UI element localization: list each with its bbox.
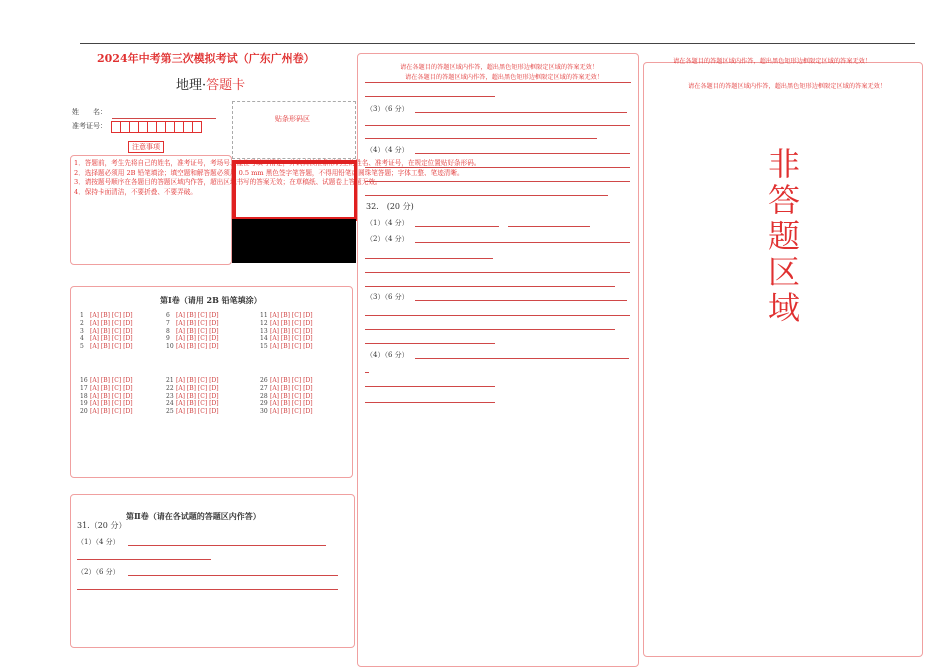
- missing-marker-box: [232, 160, 358, 221]
- section2-title: 第Ⅱ卷（请在各试题的答题区内作答）: [126, 511, 261, 521]
- q31-1-line[interactable]: [128, 545, 326, 546]
- q31-1-label: （1）（4 分）: [77, 538, 120, 546]
- question-number: 30: [260, 408, 268, 416]
- question-number: 27: [260, 384, 268, 392]
- subject-label: 地理·: [176, 78, 207, 93]
- choice-row[interactable]: [80, 408, 133, 416]
- notice-badge: [128, 141, 164, 153]
- question-number: 25: [166, 408, 174, 416]
- choice-options[interactable]: [A] [B] [C] [D]: [176, 377, 219, 384]
- q31-1-line[interactable]: [77, 559, 211, 560]
- question-number: 18: [80, 392, 88, 400]
- choice-options[interactable]: [A] [B] [C] [D]: [270, 377, 313, 384]
- choice-options[interactable]: [A] [B] [C] [D]: [176, 392, 219, 400]
- non-answer-char: 答: [767, 181, 800, 219]
- question-number: 24: [166, 400, 174, 408]
- question-number: 6: [166, 312, 170, 319]
- q32-1-line[interactable]: [415, 226, 499, 227]
- choice-options[interactable]: [A] [B] [C] [D]: [176, 327, 219, 335]
- notice-line: 3．请按题号顺序在各题目的答题区域内作答，超出区域书写的答案无效；在草稿纸、试题卷上答题无效。: [74, 178, 382, 187]
- choice-row[interactable]: [166, 335, 219, 343]
- id-label: 准考证号：: [72, 122, 107, 130]
- question-number: 26: [260, 377, 268, 384]
- notice-line: 2．选择题必须用 2B 铅笔填涂；填空题和解答题必须用 0.5 mm 黑色签字笔答题，不得用铅笔或圆珠笔答题；字体工整、笔迹清晰。: [74, 168, 464, 177]
- barcode-area: [232, 101, 356, 159]
- q32-3-line[interactable]: [365, 343, 495, 344]
- choice-row[interactable]: [260, 408, 313, 416]
- question-number: 22: [166, 384, 174, 392]
- q32-label: 32. (20 分): [366, 202, 414, 211]
- choice-options[interactable]: [A] [B] [C] [D]: [176, 335, 219, 343]
- question-number: 5: [80, 343, 84, 351]
- notice-label: 注意事项: [132, 143, 160, 151]
- absent-mark-area: [232, 219, 356, 263]
- q32-2-line[interactable]: [365, 272, 630, 273]
- choice-row[interactable]: [80, 343, 133, 351]
- question-number: 8: [166, 327, 170, 335]
- name-label: 姓 名：: [72, 108, 107, 116]
- right-warning: 请在各题目的答题区域内作答，超出黑色矩形边框限定区域的答案无效！: [688, 83, 886, 90]
- middle-warning: 请在各题目的答题区域内作答，超出黑色矩形边框限定区域的答案无效！: [400, 64, 598, 71]
- choice-options[interactable]: [A] [B] [C] [D]: [90, 377, 133, 384]
- exam-title: 2024年中考第三次模拟考试（广东广州卷）: [97, 52, 315, 65]
- choice-row[interactable]: [260, 335, 313, 343]
- choice-row[interactable]: [80, 393, 133, 401]
- q32-2-line[interactable]: [365, 258, 493, 259]
- q31-4-line[interactable]: [415, 153, 630, 154]
- choice-row[interactable]: [80, 335, 133, 343]
- right-warning: 请在各题目的答题区域内作答，超出黑色矩形边框限定区域的答案无效！: [673, 58, 871, 65]
- id-cells[interactable]: [111, 121, 201, 133]
- choice-options[interactable]: [A] [B] [C] [D]: [270, 335, 313, 343]
- q31-2-line[interactable]: [128, 575, 338, 576]
- q32-3-line[interactable]: [365, 329, 615, 330]
- choice-options[interactable]: [A] [B] [C] [D]: [90, 343, 133, 351]
- question-number: 1: [80, 312, 84, 319]
- q31-label: 31.（20 分）: [77, 521, 127, 530]
- choice-row[interactable]: [80, 328, 133, 336]
- q32-3-label: （3）（6 分）: [366, 293, 409, 301]
- question-number: 15: [260, 343, 268, 351]
- top-rule: [80, 43, 915, 44]
- q31-3-line[interactable]: [415, 112, 627, 113]
- q32-4-line[interactable]: [365, 372, 369, 373]
- q32-4-line[interactable]: [415, 358, 629, 359]
- q32-1-line[interactable]: [508, 226, 590, 227]
- notice-line: 1．答题前，考生先将自己的姓名，准考证号，考场号、座位号填写清楚，并认真核准条形码上的姓名、准考证号，在规定位置贴好条形码。: [74, 159, 481, 167]
- middle-warning: 请在各题目的答题区域内作答，超出黑色矩形边框限定区域的答案无效！: [405, 74, 603, 81]
- answer-card-label: 答题卡: [206, 78, 246, 93]
- q32-4-line[interactable]: [365, 402, 495, 403]
- non-answer-char: 域: [767, 289, 800, 327]
- question-number: 19: [80, 400, 88, 408]
- q32-2-line[interactable]: [365, 286, 615, 287]
- choice-options[interactable]: [A] [B] [C] [D]: [90, 312, 133, 319]
- choice-row[interactable]: [260, 320, 313, 328]
- q32-4-line[interactable]: [365, 386, 495, 387]
- question-number: 28: [260, 392, 268, 400]
- question-number: 17: [80, 384, 88, 392]
- choice-options[interactable]: [A] [B] [C] [D]: [176, 319, 219, 327]
- q32-2-line[interactable]: [415, 242, 630, 243]
- notice-line: 4．保持卡面清洁，不要折叠、不要弄破。: [74, 187, 197, 196]
- choice-options[interactable]: [A] [B] [C] [D]: [270, 319, 313, 327]
- choice-row[interactable]: [80, 400, 133, 408]
- q32-3-line[interactable]: [365, 315, 630, 316]
- choice-options[interactable]: [A] [B] [C] [D]: [270, 327, 313, 335]
- choice-row[interactable]: [166, 328, 219, 336]
- question-number: 12: [260, 319, 268, 327]
- q31-3-line[interactable]: [365, 138, 597, 139]
- choice-row[interactable]: [260, 377, 313, 385]
- question-number: 7: [166, 319, 170, 327]
- choice-options[interactable]: [A] [B] [C] [D]: [176, 384, 219, 392]
- question-number: 3: [80, 327, 84, 335]
- q32-3-line[interactable]: [415, 300, 627, 301]
- choice-row[interactable]: [260, 312, 313, 320]
- question-number: 2: [80, 319, 84, 327]
- q31-3-line[interactable]: [365, 125, 630, 126]
- question-number: 9: [166, 335, 170, 343]
- q32-1-label: （1）（4 分）: [366, 219, 409, 227]
- choice-row[interactable]: [260, 393, 313, 401]
- choice-options[interactable]: [A] [B] [C] [D]: [176, 312, 219, 319]
- non-answer-char: 题: [767, 217, 800, 255]
- choice-options[interactable]: [A] [B] [C] [D]: [90, 392, 133, 400]
- q31-2-line[interactable]: [77, 589, 338, 590]
- q32-4-label: （4）（6 分）: [366, 351, 409, 359]
- non-answer-area-label: [766, 146, 802, 326]
- choice-row[interactable]: [166, 377, 219, 385]
- q31-2-line[interactable]: [365, 96, 495, 97]
- q31-4-label: （4）（4 分）: [366, 146, 409, 154]
- question-number: 23: [166, 392, 174, 400]
- q31-3-label: （3）（6 分）: [366, 105, 409, 113]
- choice-row[interactable]: [80, 377, 133, 385]
- non-answer-char: 区: [767, 253, 800, 291]
- choice-row[interactable]: [166, 385, 219, 393]
- choice-options[interactable]: [A] [B] [C] [D]: [90, 327, 133, 335]
- barcode-label: 贴条形码区: [275, 115, 310, 123]
- choice-options[interactable]: [A] [B] [C] [D]: [270, 343, 313, 351]
- choice-row[interactable]: [260, 343, 313, 351]
- choice-row[interactable]: [166, 393, 219, 401]
- choice-options[interactable]: [A] [B] [C] [D]: [270, 408, 313, 416]
- choice-row[interactable]: [80, 320, 133, 328]
- choice-options[interactable]: [A] [B] [C] [D]: [90, 408, 133, 416]
- choice-row[interactable]: [166, 320, 219, 328]
- q31-2-line[interactable]: [365, 82, 631, 83]
- choice-row[interactable]: [80, 385, 133, 393]
- choice-row[interactable]: [80, 312, 133, 320]
- q31-4-line[interactable]: [365, 195, 608, 196]
- choice-options[interactable]: [A] [B] [C] [D]: [270, 392, 313, 400]
- subject-title: [176, 74, 245, 93]
- question-number: 4: [80, 335, 84, 343]
- choice-options[interactable]: [A] [B] [C] [D]: [176, 408, 219, 416]
- q31-4-line[interactable]: [365, 181, 630, 182]
- question-number: 14: [260, 335, 268, 343]
- question-number: 20: [80, 408, 88, 416]
- id-digit-cell[interactable]: [192, 121, 202, 133]
- q31-2-label: （2）（6 分）: [77, 568, 120, 576]
- choice-row[interactable]: [166, 343, 219, 351]
- choice-options[interactable]: [A] [B] [C] [D]: [270, 400, 313, 408]
- question-number: 13: [260, 327, 268, 335]
- question-number: 10: [166, 343, 174, 351]
- choice-options[interactable]: [A] [B] [C] [D]: [176, 400, 219, 408]
- question-number: 16: [80, 377, 88, 384]
- choice-row[interactable]: [166, 400, 219, 408]
- choice-row[interactable]: [166, 312, 219, 320]
- choice-row[interactable]: [260, 400, 313, 408]
- choice-row[interactable]: [260, 385, 313, 393]
- choice-options[interactable]: [A] [B] [C] [D]: [90, 335, 133, 343]
- question-number: 29: [260, 400, 268, 408]
- choice-row[interactable]: [166, 408, 219, 416]
- question-number: 21: [166, 377, 174, 384]
- choice-options[interactable]: [A] [B] [C] [D]: [176, 343, 219, 351]
- choice-options[interactable]: [A] [B] [C] [D]: [270, 312, 313, 319]
- non-answer-char: 非: [767, 145, 800, 183]
- question-number: 11: [260, 312, 268, 319]
- name-field[interactable]: [112, 118, 216, 119]
- q32-2-label: （2）（4 分）: [366, 235, 409, 243]
- section1-title: 第Ⅰ卷（请用 2B 铅笔填涂）: [160, 295, 262, 305]
- choice-options[interactable]: [A] [B] [C] [D]: [270, 384, 313, 392]
- choice-options[interactable]: [A] [B] [C] [D]: [90, 400, 133, 408]
- choice-options[interactable]: [A] [B] [C] [D]: [90, 384, 133, 392]
- q31-4-line[interactable]: [365, 167, 630, 168]
- choice-row[interactable]: [260, 328, 313, 336]
- choice-options[interactable]: [A] [B] [C] [D]: [90, 319, 133, 327]
